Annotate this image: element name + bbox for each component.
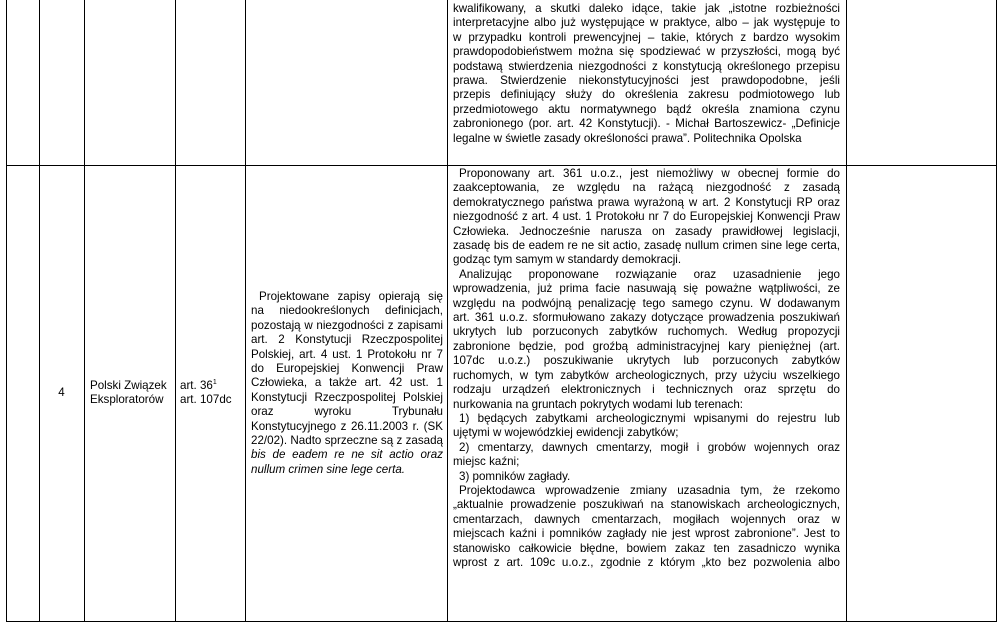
comment-line: zabronione będzie, pod groźbą administracyjnej kary pieniężnej (art. — [453, 339, 840, 353]
comment-line: legalne w świetle zasady określoności prawa”. Politechnika Opolska — [453, 131, 802, 145]
comment-line: ukrytych lub porzuconych zabytków ruchomych. Według propozycji — [453, 325, 840, 339]
summary-line: 22/02). Nadto sprzeczne są z zasadą — [251, 434, 443, 448]
comment-line: godząc tym samym w standardy demokracji. — [453, 253, 682, 267]
comment-line: Analizując proponowane rozwiązanie oraz uzasadnienie jego — [459, 267, 840, 281]
comment-line: demokratycznego państwa prawa wyrażoną w art. 2 Konstytucji RP oraz — [453, 195, 840, 209]
submitting-entity: Polski Związek Eksploratorów — [90, 379, 167, 407]
comment-line: stanowisko całkowicie błędne, bowiem zakaz ten zasadniczo wynika — [453, 541, 840, 555]
comment-line: zabronionego (por. art. 42 Konstytucji). - Michał Bartoszewicz- „Definicje — [453, 117, 840, 131]
comment-line: wprowadzenia, już prima facie nasuwają się poważne wątpliwości, ze — [453, 282, 840, 296]
comment-line: zaakceptowania, ze względu na rażącą niezgodność z zasadą — [453, 181, 840, 195]
summary-line: Polskiej, art. 4 ust. 1 Protokołu nr 7 — [251, 347, 443, 361]
comment-line: względu na podwójną penalizację tego samego czynu. W dodawanym — [453, 296, 840, 310]
summary-line: na niedookreślonych definicjach, — [251, 304, 443, 318]
table-border-left — [6, 0, 7, 622]
comment-line: podstawą stwierdzenia niezgodności z konstytucją określonego przepisu — [453, 59, 840, 73]
comment-line: przedmiotowego aktu normatywnego bądź określa znamiona czynu — [453, 102, 840, 116]
comment-line: przepis definiujący służy do określenia zakresu podmiotowego lub — [453, 88, 840, 102]
comment-line: 1) będących zabytkami archeologicznymi wpisanymi do rejestru lub — [459, 411, 840, 425]
article-line-2: art. 107dc — [180, 393, 232, 407]
comment-line: miejscach kaźni i pomników zagłady nie jest wprost zabronione”. Jest to — [453, 527, 840, 541]
column-divider — [39, 0, 40, 622]
summary-line: bis de eadem re ne sit actio oraz — [251, 448, 443, 462]
summary-line: oraz wyroku Trybunału — [251, 405, 443, 419]
comment-line: rodzaju urządzeń elektronicznych i technicznych oraz sprzętu do — [453, 383, 840, 397]
comment-line: 3) pomników zagłady. — [459, 469, 571, 483]
comment-line: cmentarzach, dawnych cmentarzach, mogiłach wojennych oraz w — [453, 512, 840, 526]
column-divider — [447, 0, 448, 622]
summary-line: nullum crimen sine lege certa. — [251, 462, 406, 476]
remark-justification — [453, 167, 840, 570]
summary-line: art. 2 Konstytucji Rzeczpospolitej — [251, 333, 443, 347]
article-superscript: 1 — [212, 379, 217, 387]
row-number: 4 — [58, 386, 65, 399]
column-divider — [175, 0, 176, 622]
summary-line: Konstytucji Rzeczpospolitej Polskiej — [251, 390, 443, 404]
previous-row-comment — [453, 2, 840, 146]
comment-line: 107dc u.o.z.) poszukiwanie ukrytych lub porzuconych zabytków — [453, 354, 840, 368]
comment-line: interpretacyjne albo już występujące w praktyce, albo – jak występuje to — [453, 16, 840, 30]
comment-line: w przypadku kontroli prewencyjnej – takie, których z bardzo wysokim — [453, 30, 840, 44]
comment-line: nurkowania na gruntach pokrytych wodami lub terenach: — [453, 397, 744, 411]
column-divider — [846, 0, 847, 622]
comment-line: niezgodność z art. 4 ust. 1 Protokołu nr 7 do Europejskiej Konwencji Praw — [453, 210, 840, 224]
comment-line: art. 361 u.o.z. sformułowano zakazy dotyczące prowadzenia poszukiwań — [453, 311, 840, 325]
comment-line: Projektodawca wprowadzenie zmiany uzasadnia tym, że rzekomo — [459, 483, 840, 497]
comment-line: Proponowany art. 361 u.o.z., jest niemożliwy w obecnej formie do — [459, 167, 840, 180]
comment-line: zasadę bis de eadem re ne sit actio, zasadę nullum crimen sine lege certa, — [453, 239, 840, 253]
summary-line: Projektowane zapisy opierają się — [259, 290, 443, 303]
column-divider — [84, 0, 85, 622]
table-border-right — [996, 0, 997, 622]
comment-line: kwalifikowany, a skutki daleko idące, takie jak „istotne rozbieżności — [453, 2, 840, 15]
comment-line: 2) cmentarzy, dawnych cmentarzy, mogił i grobów wojennych oraz — [459, 440, 840, 454]
comment-line: prawa. Stwierdzenie niekonstytucyjności jest prawdopodobne, jeśli — [453, 74, 840, 88]
article-line-1: art. 36 — [180, 379, 213, 392]
comment-line: Człowieka. Jednocześnie narusza on zasady prawidłowej legislacji, — [453, 224, 840, 238]
remark-summary — [251, 290, 443, 477]
comment-line: miejsc kaźni; — [453, 455, 520, 469]
summary-line: do Europejskiej Konwencji Praw — [251, 362, 443, 376]
comment-line: wprost z art. 109c u.o.z., zgodnie z którym „kto bez pozwolenia albo — [453, 555, 840, 569]
article-references — [180, 379, 244, 408]
comment-line: prawdopodobieństwem można się spodziewać w przyszłości, mogą być — [453, 45, 840, 59]
comment-line: „aktualnie prowadzenie poszukiwań na stanowiskach archeologicznych, — [453, 498, 840, 512]
summary-line: Człowieka, a także art. 42 ust. 1 — [251, 376, 443, 390]
comment-line: ruchomych, w tym zabytków archeologicznych, przy użyciu wszelkiego — [453, 368, 840, 382]
summary-line: Konstytucyjnego z 26.11.2003 r. (SK — [251, 419, 443, 433]
row-divider — [6, 165, 996, 166]
column-divider — [245, 0, 246, 622]
summary-line: pozostają w niezgodności z zapisami — [251, 318, 443, 332]
comment-line: ujętymi w wojewódzkiej ewidencji zabytków; — [453, 426, 679, 440]
